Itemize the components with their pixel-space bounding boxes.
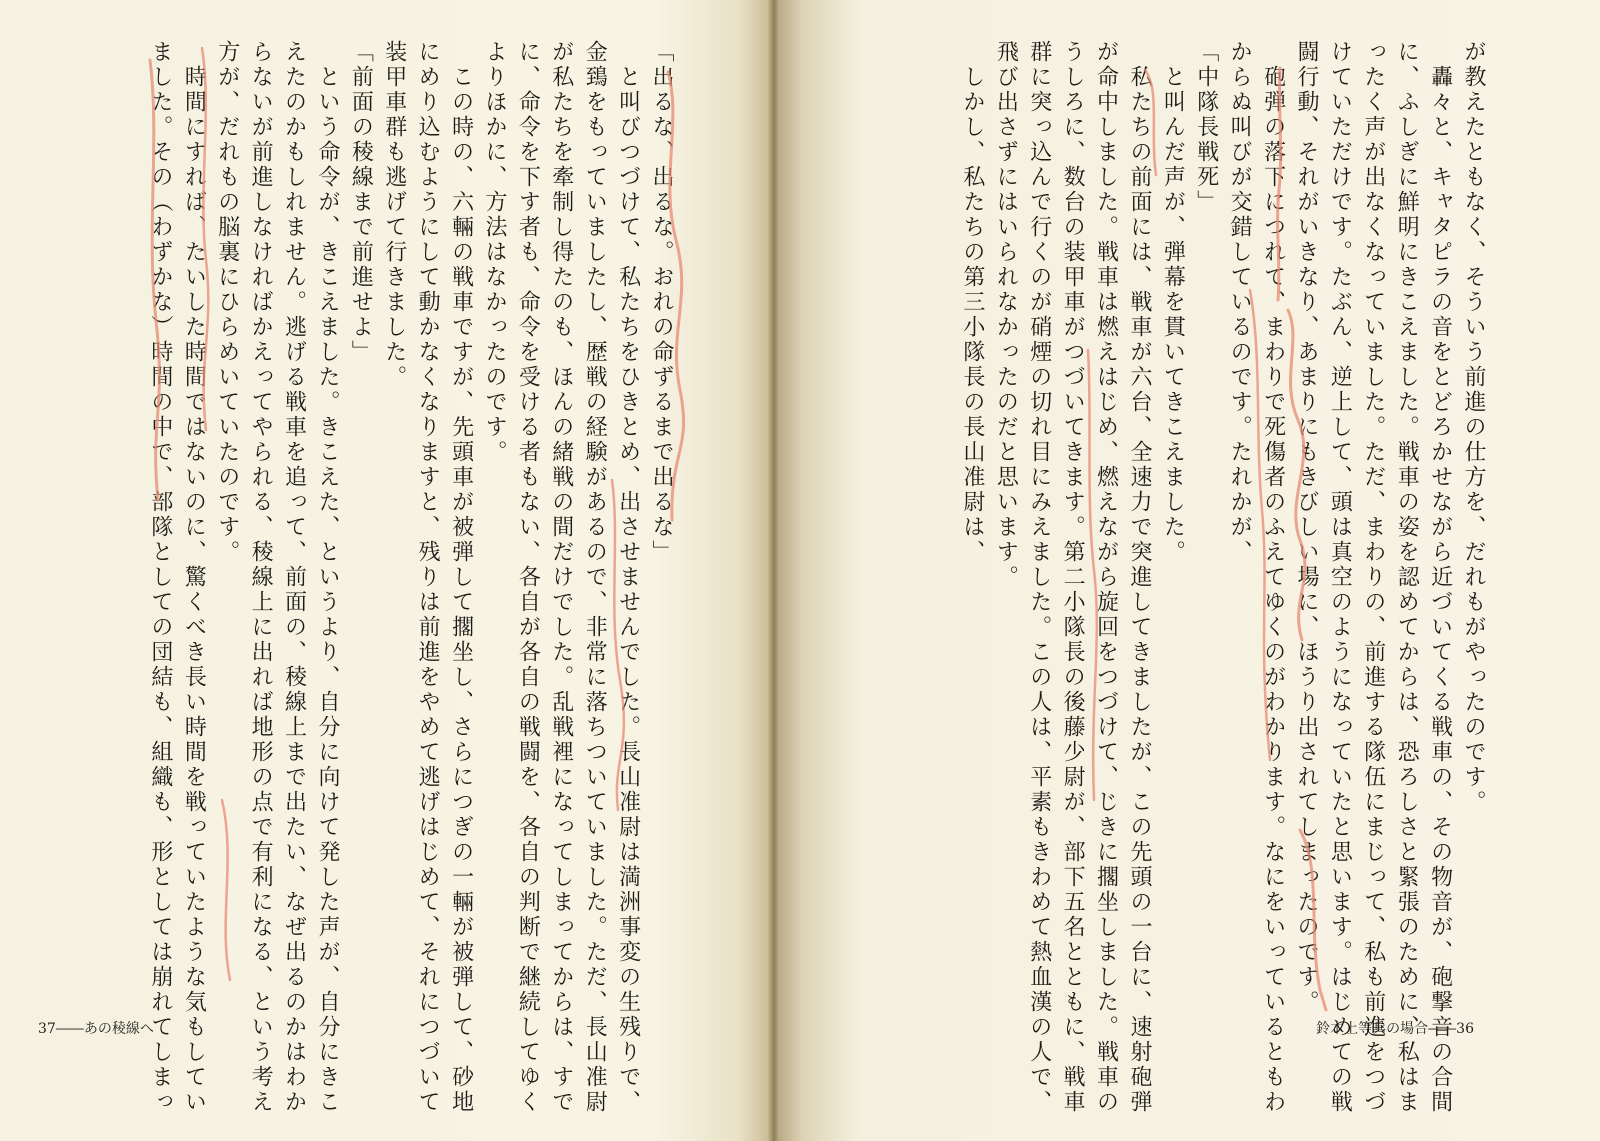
text-line: 闘行動、それがいきなり、あまりにもきびしい場に、ほうり出されてしまったのです。 bbox=[1293, 40, 1319, 1015]
text-line: えたのかもしれません。逃げる戦車を追って、前面の、稜線上まで出たい、なぜ出るのかはわか bbox=[281, 40, 307, 1115]
text-line: ました。その（わずかな）時間の中で、部隊としての団結も、組織も、形としては崩れてしまっ bbox=[147, 40, 173, 1115]
text-line: と叫んだ声が、弾幕を貫いてきこえました。 bbox=[1160, 40, 1186, 565]
right-page bbox=[778, 0, 1600, 1141]
text-line: よりほかに、方法はなかったのです。 bbox=[481, 40, 507, 465]
text-line: 「出るな、出るな。おれの命ずるまで出るな」 bbox=[649, 40, 674, 565]
text-line: 方が、だれもの脳裏にひらめいていたのです。 bbox=[214, 40, 240, 565]
text-line: 「中隊長戦死」 bbox=[1193, 40, 1219, 215]
text-line: にめり込むようにして動かなくなりますと、残りは前進をやめて逃げはじめて、それにつづいて bbox=[415, 40, 441, 1115]
text-line: が教えたともなく、そういう前進の仕方を、だれもがやったのです。 bbox=[1461, 40, 1486, 815]
text-line: 轟々と、キャタピラの音をとどろかせながら近づいてくる戦車の、その物音が、砲撃音の合間 bbox=[1427, 40, 1453, 1115]
text-line: 装甲車群も逃げて行きました。 bbox=[381, 40, 407, 390]
text-line: けていただけです。たぶん、逆上して、頭は真空のようになっていたと思います。はじめての戦 bbox=[1327, 40, 1353, 1115]
text-line: という命令が、きこえました。きこえた、というより、自分に向けて発した声が、自分にきこ bbox=[314, 40, 340, 1115]
text-line: 「前面の稜線まで前進せよ」 bbox=[348, 40, 374, 365]
text-line: と叫びつづけて、私たちをひきとめ、出させませんでした。長山准尉は満洲事変の生残りで、 bbox=[615, 40, 641, 1115]
text-line: からぬ叫びが交錯しているのです。たれかが、 bbox=[1227, 40, 1253, 565]
text-line: 金鵄をもっていましたし、歴戦の経験があるので、非常に落ちついていました。ただ、長山准尉 bbox=[582, 40, 608, 1115]
text-line: らないが前進しなければかえってやられる、稜線上に出れば地形の点で有利になる、という考え bbox=[248, 40, 274, 1115]
text-line: に、ふしぎに鮮明にきこえました。戦車の姿を認めてからは、恐ろしさと緊張のために、私はま bbox=[1394, 40, 1420, 1115]
text-line: ったく声が出なくなっていました。ただ、まわりの、前進する隊伍にまじって、私も前進をつづ bbox=[1360, 40, 1386, 1115]
text-line: この時の、六輛の戦車ですが、先頭車が被弾して擱坐し、さらにつぎの一輛が被弾して、砂地 bbox=[448, 40, 474, 1115]
page-folio: 鈴木上等兵の場合――36 bbox=[1316, 1021, 1474, 1037]
text-line: 時間にすれば、たいした時間ではないのに、驚くべき長い時間を戦っていたような気もしてい bbox=[181, 40, 207, 1115]
text-line: が命中しました。戦車は燃えはじめ、燃えながら旋回をつづけて、じきに擱坐しました。戦車の bbox=[1093, 40, 1119, 1115]
text-line: 砲弾の落下につれて、まわりで死傷者のふえてゆくのがわかります。なにをいっているともわ bbox=[1260, 40, 1286, 1115]
text-line: 群に突っ込んで行くのが硝煙の切れ目にみえました。この人は、平素もきわめて熱血漢の人で、 bbox=[1026, 40, 1052, 1115]
page-folio: 37――あの稜線へ bbox=[38, 1021, 154, 1037]
text-line: うしろに、数台の装甲車がつづいてきます。第二小隊長の後藤少尉が、部下五名とともに、戦車 bbox=[1060, 40, 1086, 1115]
left-page-body bbox=[144, 40, 679, 1115]
text-line: 飛び出さずにはいられなかったのだと思います。 bbox=[993, 40, 1019, 590]
text-line: に、命令を下す者も、命令を受ける者もない、各自が各自の戦闘を、各自の判断で継続してゆく bbox=[515, 40, 541, 1115]
text-line: しかし、私たちの第三小隊長の長山准尉は、 bbox=[959, 40, 985, 565]
left-page bbox=[0, 0, 770, 1141]
text-line: 私たちの前面には、戦車が六台、全速力で突進してきましたが、この先頭の一台に、速射砲弾 bbox=[1126, 40, 1152, 1115]
text-line: が私たちを牽制し得たのも、ほんの緒戦の間だけでした。乱戦裡になってしまってからは、すで bbox=[548, 40, 574, 1115]
